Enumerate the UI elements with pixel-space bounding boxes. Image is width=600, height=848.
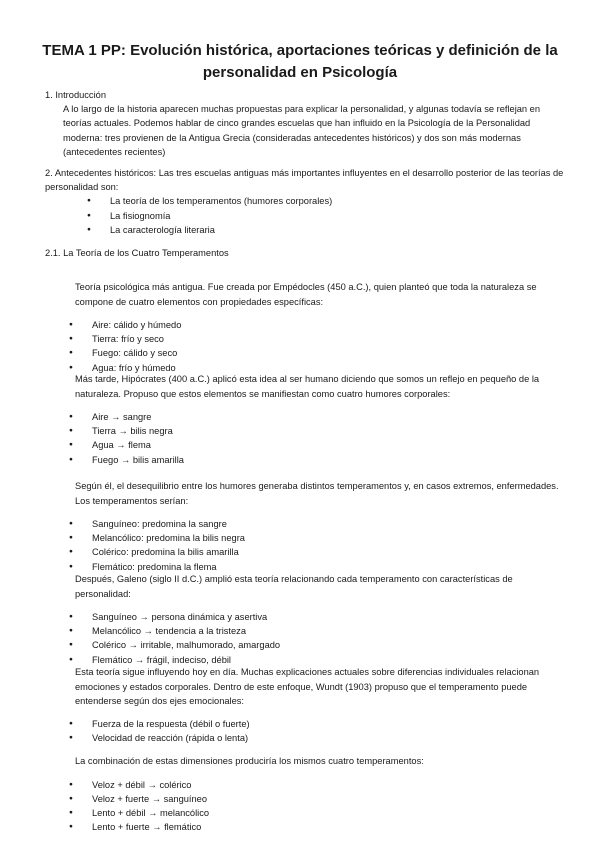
list-item: ● Velocidad de reacción (rápida o lenta) — [57, 731, 565, 745]
section-introduccion — [45, 88, 565, 159]
list-item: ● Sanguíneo → persona dinámica y asertiva — [57, 610, 565, 624]
list-item: ● Melancólico: predomina la bilis negra — [57, 531, 565, 545]
list-item: ● Veloz + fuerte → sanguíneo — [57, 792, 565, 806]
section-heading: 2. Antecedentes históricos: Las tres escuelas antiguas más importantes influyentes en el desarrollo posterior de las teorías de personalidad son: — [45, 168, 564, 193]
list-item: ● Fuego → bilis amarilla — [57, 453, 565, 467]
list-item: ● Tierra → bilis negra — [57, 424, 565, 438]
combinacion-block — [45, 745, 565, 835]
bullet-list — [45, 410, 565, 467]
paragraph: La combinación de estas dimensiones produciría los mismos cuatro temperamentos: — [75, 756, 424, 767]
galeno-block — [45, 563, 565, 667]
empedocles-block — [45, 271, 565, 375]
list-item: ● Tierra: frío y seco — [57, 332, 565, 346]
list-item: ● Sanguíneo: predomina la sangre — [57, 517, 565, 531]
paragraph: Más tarde, Hipócrates (400 a.C.) aplicó esta idea al ser humano diciendo que somos un reflejo en pequeño de la naturaleza. Propuso que estos elementos se manifiestan como cuatro humores corporales: — [75, 374, 540, 399]
list-item: ● Lento + fuerte → flemático — [57, 820, 565, 834]
list-item: ● Agua: frío y húmedo — [57, 361, 565, 375]
section-antecedentes — [45, 166, 565, 237]
paragraph: Esta teoría sigue influyendo hoy en día. Muchas explicaciones actuales sobre diferencias individuales relacionan emociones y estados corporales. Dentro de este enfoque, Wundt (1903) propuso que el temperamento puede entenderse según dos ejes emocionales: — [75, 667, 540, 706]
bullet-list — [45, 194, 565, 237]
document-title: TEMA 1 PP: Evolución histórica, aportaciones teóricas y definición de la personalidad en Psicología — [42, 42, 558, 81]
list-item: ● Lento + débil → melancólico — [57, 806, 565, 820]
list-item: ● Colérico: predomina la bilis amarilla — [57, 545, 565, 559]
temperamentos-block — [45, 470, 565, 574]
list-item: ● Melancólico → tendencia a la tristeza — [57, 624, 565, 638]
list-item: ● Agua → flema — [57, 438, 565, 452]
list-item: ● La fisiognomía — [75, 209, 565, 223]
hipocrates-block — [45, 363, 565, 467]
list-item: ● Aire → sangre — [57, 410, 565, 424]
paragraph: Teoría psicológica más antigua. Fue creada por Empédocles (450 a.C.), quien planteó que toda la naturaleza se compone de cuatro elementos con propiedades específicas: — [75, 282, 537, 307]
paragraph: A lo largo de la historia aparecen muchas propuestas para explicar la personalidad, y algunas todavía se reflejan en teorías actuales. Podemos hablar de cinco grandes escuelas que han influido en la Psicología de la Personalidad moderna: tres provienen de la Antigua Grecia (consideradas antecedentes históricos) y dos son más modernas (antecedentes recientes) — [63, 104, 541, 157]
paragraph: Según él, el desequilibrio entre los humores generaba distintos temperamentos y, en casos extremos, enfermedades. Los temperamentos serían: — [75, 481, 559, 506]
list-item: ● La teoría de los temperamentos (humores corporales) — [75, 194, 565, 208]
bullet-list — [45, 717, 565, 745]
list-item: ● La caracterología literaria — [75, 223, 565, 237]
section-temperamentos-heading — [45, 246, 565, 260]
list-item: ● Fuerza de la respuesta (débil o fuerte) — [57, 717, 565, 731]
list-item: ● Flemático → frágil, indeciso, débil — [57, 653, 565, 667]
section-heading: 1. Introducción — [45, 90, 106, 100]
section-heading: 2.1. La Teoría de los Cuatro Temperamentos — [45, 248, 229, 258]
paragraph: Después, Galeno (siglo II d.C.) amplió esta teoría relacionando cada temperamento con características de personalidad: — [75, 574, 513, 599]
wundt-block — [45, 656, 565, 746]
list-item: ● Aire: cálido y húmedo — [57, 318, 565, 332]
bullet-list — [45, 778, 565, 835]
list-item: ● Flemático: predomina la flema — [57, 560, 565, 574]
list-item: ● Fuego: cálido y seco — [57, 346, 565, 360]
list-item: ● Colérico → irritable, malhumorado, amargado — [57, 638, 565, 652]
list-item: ● Veloz + débil → colérico — [57, 778, 565, 792]
